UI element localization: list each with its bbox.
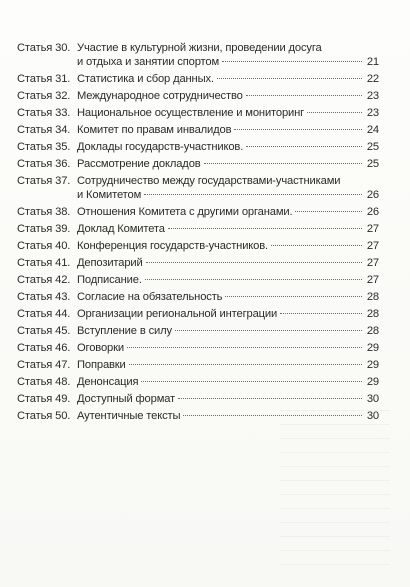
entry-line [77, 376, 379, 390]
toc-entry [17, 206, 379, 220]
article-number: Статья 34. [17, 123, 71, 136]
article-title: Подписание. [77, 273, 142, 286]
dot-leader [225, 296, 362, 297]
entry-line [77, 206, 379, 220]
page-number: 27 [366, 222, 379, 235]
dot-leader [280, 313, 362, 314]
entry-body [77, 393, 379, 407]
entry-line [77, 223, 379, 237]
entry-body [77, 376, 379, 390]
article-title: Денонсация [77, 375, 139, 388]
article-number: Статья 45. [17, 324, 71, 337]
article-title: Согласие на обязательность [77, 290, 223, 303]
article-number: Статья 39. [17, 222, 71, 235]
page-number: 21 [366, 55, 379, 68]
article-title: Комитет по правам инвалидов [77, 123, 232, 136]
toc-entry [17, 73, 379, 87]
entry-line [77, 291, 379, 305]
entry-line [77, 124, 379, 138]
article-number: Статья 31. [17, 72, 71, 85]
article-number: Статья 33. [17, 106, 71, 119]
article-number: Статья 40. [17, 239, 71, 252]
toc-entry [17, 291, 379, 305]
page-number: 30 [366, 392, 379, 405]
article-title: Депозитарий [77, 256, 143, 269]
toc-entry [17, 240, 379, 254]
entry-body [77, 325, 379, 339]
entry-body [77, 158, 379, 172]
entry-body [77, 124, 379, 138]
entry-line [77, 393, 379, 407]
entry-line [77, 90, 379, 104]
article-title: Отношения Комитета с другими органами. [77, 205, 293, 218]
page-number: 23 [366, 106, 379, 119]
entry-line [77, 189, 379, 203]
toc-entry [17, 393, 379, 407]
page-number: 27 [366, 239, 379, 252]
entry-body [77, 240, 379, 254]
entry-line [77, 274, 379, 288]
entry-body [77, 274, 379, 288]
entry-body [77, 410, 379, 424]
entry-body [77, 175, 379, 203]
dot-leader [246, 95, 362, 96]
toc-entry [17, 257, 379, 271]
entry-line [77, 141, 379, 155]
entry-body [77, 42, 379, 70]
table-of-contents [17, 42, 379, 427]
page-number: 26 [366, 205, 379, 218]
page-number: 27 [366, 256, 379, 269]
entry-line [77, 257, 379, 271]
dot-leader [144, 194, 362, 195]
dot-leader [175, 330, 362, 331]
entry-body [77, 141, 379, 155]
entry-line [77, 56, 379, 70]
article-title: Организации региональной интеграции [77, 307, 278, 320]
entry-body [77, 223, 379, 237]
article-title: Сотрудничество между государствами-участниками [77, 174, 341, 187]
page-number: 29 [366, 341, 379, 354]
page-number: 29 [366, 358, 379, 371]
article-number: Статья 30. [17, 42, 71, 54]
toc-entry [17, 124, 379, 138]
page-number: 25 [366, 140, 379, 153]
entry-line [77, 240, 379, 254]
article-number: Статья 50. [17, 409, 71, 422]
article-title: Национальное осуществление и мониторинг [77, 106, 305, 119]
page-number: 26 [366, 188, 379, 201]
article-number: Статья 32. [17, 89, 71, 102]
toc-entry [17, 42, 379, 70]
article-number: Статья 41. [17, 256, 71, 269]
dot-leader [217, 78, 362, 79]
entry-line [77, 42, 379, 56]
entry-line [77, 158, 379, 172]
article-number: Статья 36. [17, 157, 71, 170]
dot-leader [271, 245, 362, 246]
article-title: Поправки [77, 358, 126, 371]
dot-leader [307, 112, 362, 113]
entry-body [77, 257, 379, 271]
dot-leader [146, 262, 362, 263]
article-title: Конференция государств-участников. [77, 239, 269, 252]
toc-entry [17, 325, 379, 339]
toc-entry [17, 107, 379, 121]
toc-entry [17, 175, 379, 203]
page-number: 23 [366, 89, 379, 102]
entry-body [77, 90, 379, 104]
dot-leader [204, 163, 362, 164]
dot-leader [222, 61, 362, 62]
entry-line [77, 175, 379, 189]
article-number: Статья 49. [17, 392, 71, 405]
dot-leader [129, 364, 362, 365]
article-number: Статья 44. [17, 307, 71, 320]
toc-entry [17, 376, 379, 390]
page-number: 28 [366, 324, 379, 337]
article-number: Статья 38. [17, 205, 71, 218]
article-number: Статья 35. [17, 140, 71, 153]
article-number: Статья 47. [17, 358, 71, 371]
entry-body [77, 73, 379, 87]
entry-line [77, 359, 379, 373]
entry-body [77, 291, 379, 305]
article-title: Участие в культурной жизни, проведении досуга [77, 42, 322, 54]
page-number: 25 [366, 157, 379, 170]
article-title: Доклад Комитета [77, 222, 165, 235]
toc-entry [17, 90, 379, 104]
dot-leader [141, 381, 362, 382]
page-number: 28 [366, 307, 379, 320]
dot-leader [234, 129, 362, 130]
article-title: Международное сотрудничество [77, 89, 243, 102]
entry-line [77, 325, 379, 339]
dot-leader [246, 146, 362, 147]
dot-leader [127, 347, 362, 348]
article-number: Статья 43. [17, 290, 71, 303]
toc-entry [17, 158, 379, 172]
toc-entry [17, 359, 379, 373]
toc-entry [17, 342, 379, 356]
article-number: Статья 42. [17, 273, 71, 286]
article-title: Вступление в силу [77, 324, 172, 337]
page-number: 30 [366, 409, 379, 422]
entry-line [77, 410, 379, 424]
entry-body [77, 206, 379, 220]
toc-entry [17, 141, 379, 155]
entry-body [77, 359, 379, 373]
page-number: 22 [366, 72, 379, 85]
page-number: 28 [366, 290, 379, 303]
page-number: 27 [366, 273, 379, 286]
article-number: Статья 46. [17, 341, 71, 354]
page-number: 24 [366, 123, 379, 136]
article-title: Доклады государств-участников. [77, 140, 244, 153]
article-title: и отдыха и занятии спортом [77, 55, 219, 68]
dot-leader [183, 415, 362, 416]
dot-leader [168, 228, 362, 229]
entry-line [77, 107, 379, 121]
toc-entry [17, 410, 379, 424]
bleed-through-texture [280, 410, 390, 570]
entry-line [77, 308, 379, 322]
article-title: Оговорки [77, 341, 124, 354]
entry-body [77, 342, 379, 356]
article-title: Аутентичные тексты [77, 409, 181, 422]
dot-leader [145, 279, 362, 280]
entry-body [77, 107, 379, 121]
toc-entry [17, 308, 379, 322]
toc-entry [17, 274, 379, 288]
dot-leader [178, 398, 362, 399]
entry-body [77, 308, 379, 322]
article-title: и Комитетом [77, 188, 142, 201]
article-number: Статья 37. [17, 174, 71, 187]
toc-entry [17, 223, 379, 237]
article-title: Доступный формат [77, 392, 176, 405]
page-number: 29 [366, 375, 379, 388]
article-title: Статистика и сбор данных. [77, 72, 214, 85]
entry-line [77, 342, 379, 356]
dot-leader [295, 211, 362, 212]
article-number: Статья 48. [17, 375, 71, 388]
article-title: Рассмотрение докладов [77, 157, 201, 170]
entry-line [77, 73, 379, 87]
